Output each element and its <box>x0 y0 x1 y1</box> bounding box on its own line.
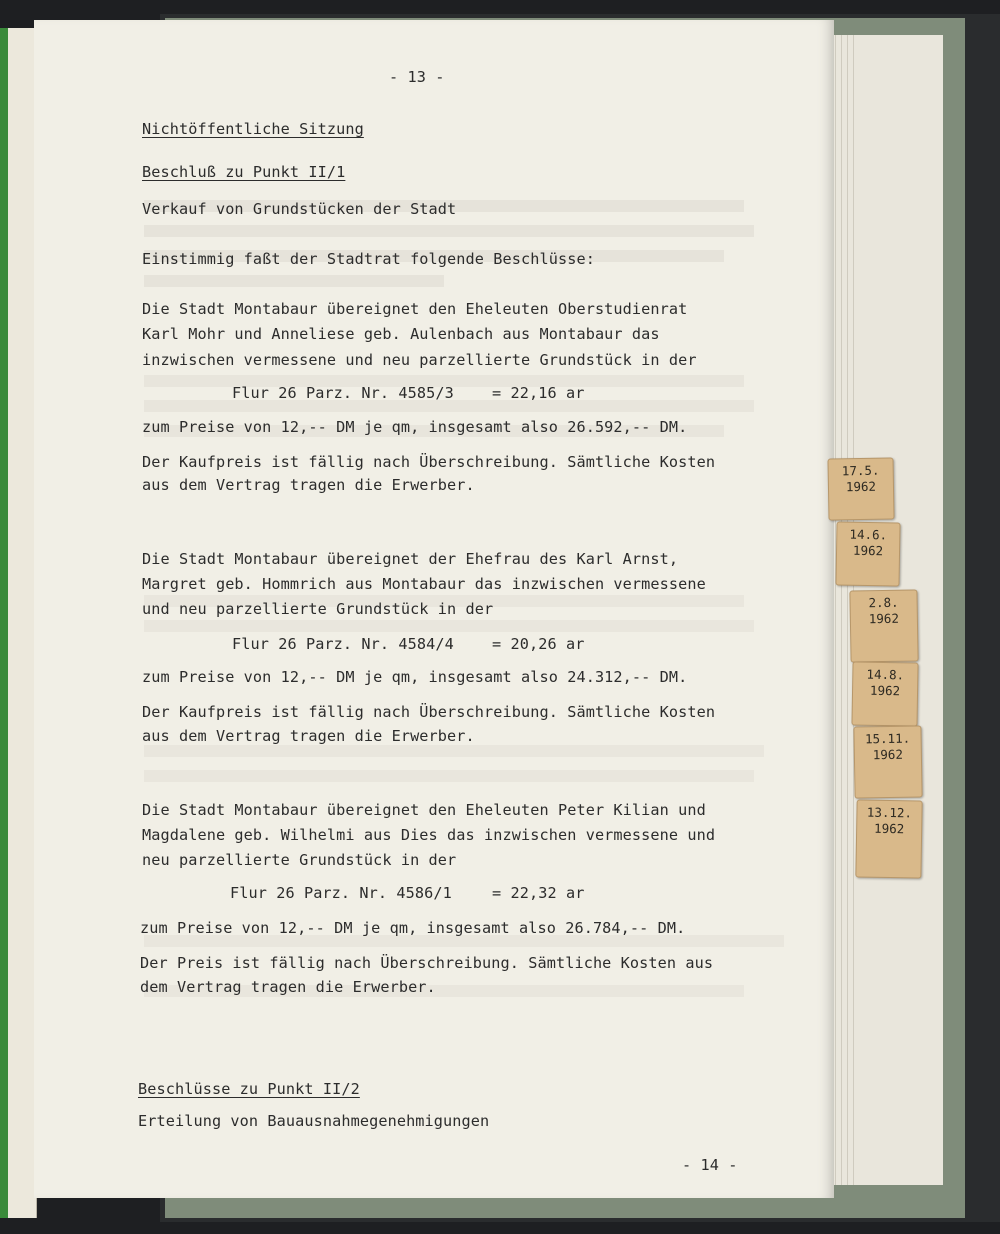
sale-1-terms: Der Kaufpreis ist fällig nach Überschreibung. Sämtliche Kosten <box>142 453 716 471</box>
sale-2-parcel: Flur 26 Parz. Nr. 4584/4 <box>232 635 454 653</box>
sale-3-line: neu parzellierte Grundstück in der <box>142 851 457 869</box>
index-tab[interactable] <box>851 661 918 726</box>
page-number-top: - 13 - <box>389 68 445 86</box>
index-tab[interactable] <box>855 799 922 878</box>
page-edge <box>847 35 848 1185</box>
index-tab-day: 2.8. <box>868 594 899 611</box>
decision-2-heading: Beschlüsse zu Punkt II/2 <box>138 1080 360 1098</box>
index-tab[interactable] <box>849 589 918 662</box>
sale-1-price: zum Preise von 12,-- DM je qm, insgesamt also 26.592,-- DM. <box>142 418 688 436</box>
index-tab[interactable] <box>827 457 894 520</box>
index-tab-day: 17.5. <box>841 462 880 479</box>
page-edge <box>835 35 836 1185</box>
decision-2-topic: Erteilung von Bauausnahmegenehmigungen <box>138 1112 490 1130</box>
index-tab-day: 14.6. <box>849 526 888 543</box>
sale-1-parcel: Flur 26 Parz. Nr. 4585/3 <box>232 384 454 402</box>
sale-2-line: und neu parzellierte Grundstück in der <box>142 600 494 618</box>
sale-3-terms: Der Preis ist fällig nach Überschreibung. Sämtliche Kosten aus <box>140 954 714 972</box>
page-edge <box>841 35 842 1185</box>
sale-2-price: zum Preise von 12,-- DM je qm, insgesamt also 24.312,-- DM. <box>142 668 688 686</box>
sale-2-terms: aus dem Vertrag tragen die Erwerber. <box>142 727 475 745</box>
index-tab-year: 1962 <box>852 542 884 559</box>
index-tab-year: 1962 <box>868 610 900 627</box>
sale-3-area: = 22,32 ar <box>492 884 585 902</box>
sale-1-line: inzwischen vermessene und neu parzellierte Grundstück in der <box>142 351 697 369</box>
sale-2-line: Margret geb. Hommrich aus Montabaur das inzwischen vermessene <box>142 575 706 593</box>
index-tab-day: 15.11. <box>864 730 911 747</box>
index-tab-day: 14.8. <box>866 666 905 683</box>
index-tab-day: 13.12. <box>866 804 913 821</box>
section-heading: Nichtöffentliche Sitzung <box>142 120 364 138</box>
sale-1-line: Karl Mohr und Anneliese geb. Aulenbach aus Montabaur das <box>142 325 660 343</box>
index-tab[interactable] <box>835 521 900 586</box>
index-tab-year: 1962 <box>845 478 877 495</box>
decision-1-topic: Verkauf von Grundstücken der Stadt <box>142 200 457 218</box>
document-page <box>34 20 834 1198</box>
sale-3-line: Magdalene geb. Wilhelmi aus Dies das inzwischen vermessene und <box>142 826 716 844</box>
index-tab-year: 1962 <box>873 820 905 837</box>
sale-3-line: Die Stadt Montabaur übereignet den Eheleuten Peter Kilian und <box>142 801 706 819</box>
sale-1-terms: aus dem Vertrag tragen die Erwerber. <box>142 476 475 494</box>
index-tab-year: 1962 <box>869 682 901 699</box>
sale-1-area: = 22,16 ar <box>492 384 585 402</box>
sale-3-parcel: Flur 26 Parz. Nr. 4586/1 <box>230 884 452 902</box>
decision-1-intro: Einstimmig faßt der Stadtrat folgende Beschlüsse: <box>142 250 595 268</box>
sale-3-price: zum Preise von 12,-- DM je qm, insgesamt also 26.784,-- DM. <box>140 919 686 937</box>
green-binding-strip <box>0 28 8 1218</box>
sale-2-line: Die Stadt Montabaur übereignet der Ehefrau des Karl Arnst, <box>142 550 679 568</box>
page-number-bottom: - 14 - <box>682 1156 738 1174</box>
index-tab[interactable] <box>853 725 922 798</box>
decision-1-heading: Beschluß zu Punkt II/1 <box>142 163 346 181</box>
sale-3-terms: dem Vertrag tragen die Erwerber. <box>140 978 436 996</box>
sale-2-terms: Der Kaufpreis ist fällig nach Überschreibung. Sämtliche Kosten <box>142 703 716 721</box>
index-tab-year: 1962 <box>872 746 904 763</box>
sale-1-line: Die Stadt Montabaur übereignet den Eheleuten Oberstudienrat <box>142 300 688 318</box>
sale-2-area: = 20,26 ar <box>492 635 585 653</box>
